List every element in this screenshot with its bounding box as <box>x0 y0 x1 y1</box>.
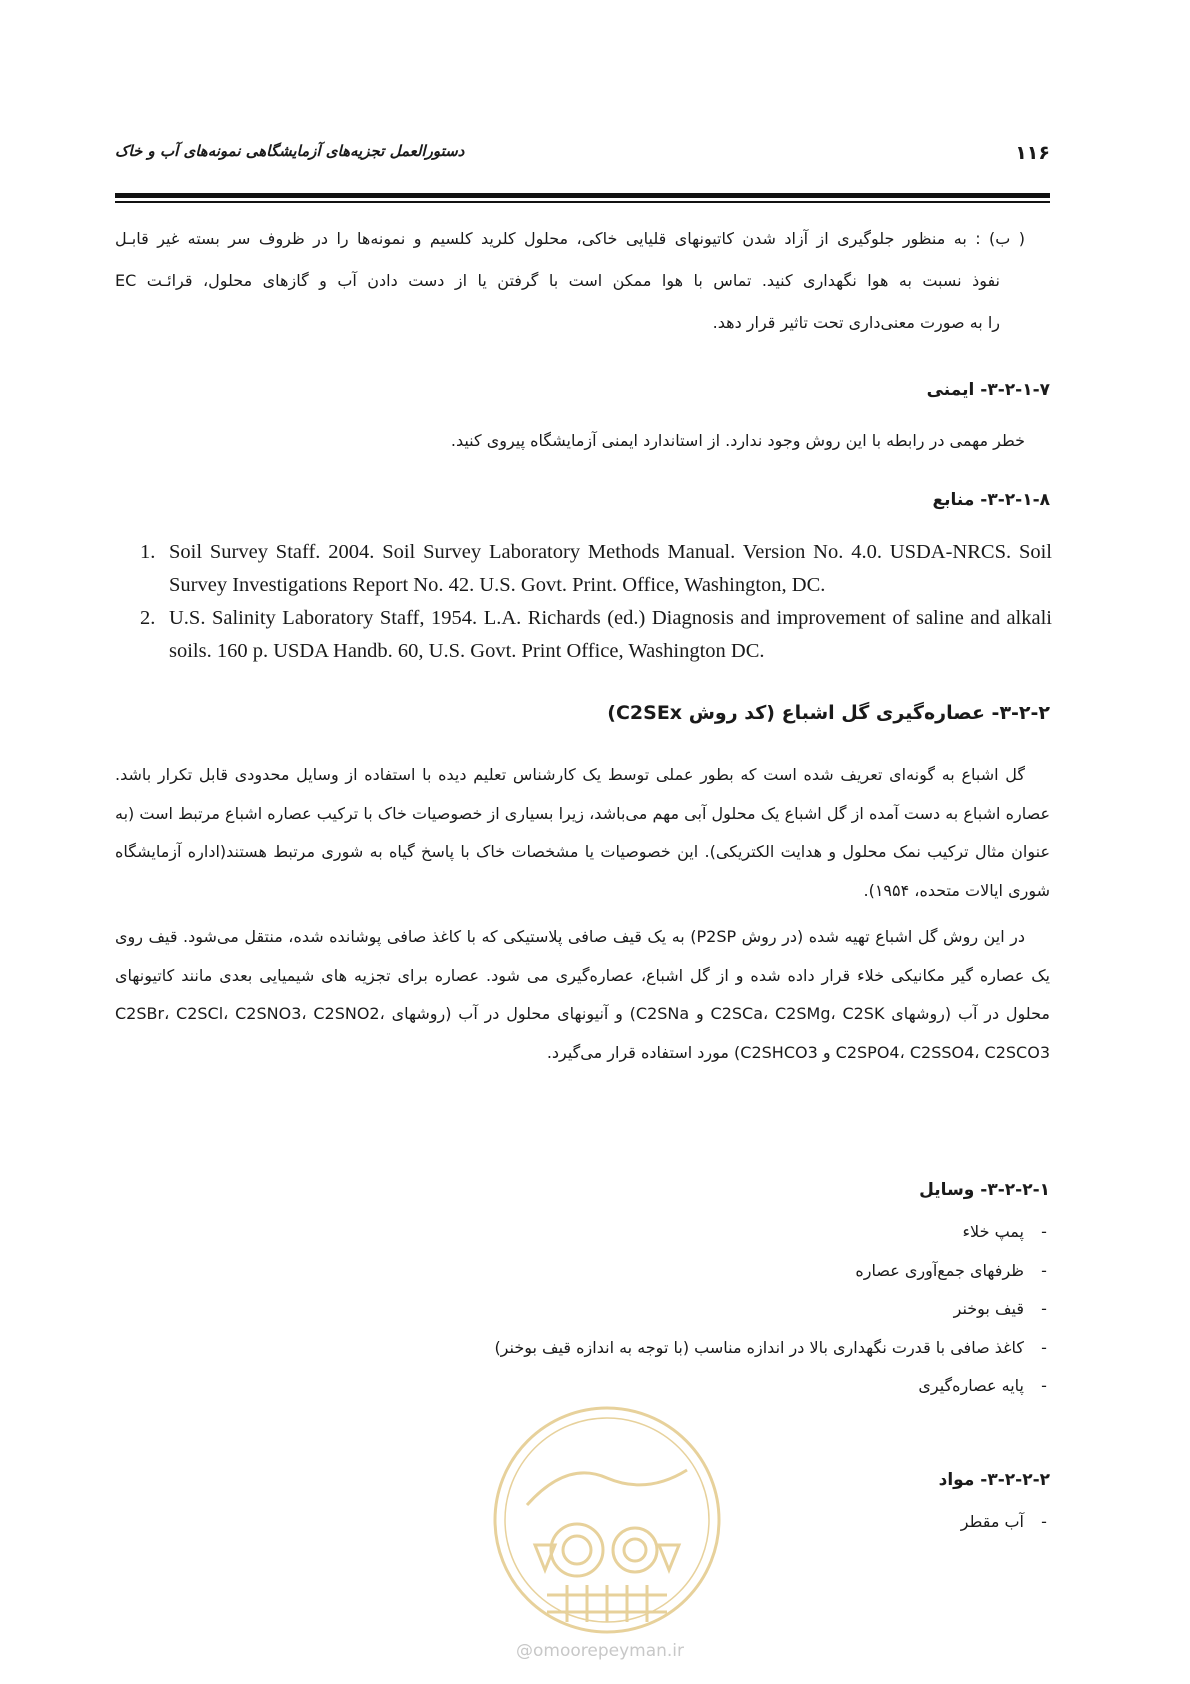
reference-text: U.S. Salinity Laboratory Staff, 1954. L.A. Richards (ed.) Diagnosis and improvement of saline and alkali soils. 160 p. USDA Handb. 60, U.S. Govt. Print Office, Washington DC. <box>169 607 1052 662</box>
list-item <box>961 1512 1050 1551</box>
reference-item <box>140 536 1052 602</box>
watermark-site: @omoorepeyman.ir <box>515 1641 685 1661</box>
header-rule-thick <box>115 193 1050 198</box>
reference-text: Soil Survey Staff. 2004. Soil Survey Laboratory Methods Manual. Version No. 4.0. USDA-NRCS. Soil Survey Investigations Report No. 42. U.S. Govt. Print. Office, Washington, DC. <box>169 541 1052 596</box>
watermark-seal-icon <box>487 1400 727 1640</box>
safety-text: خطر مهمی در رابطه با این روش وجود ندارد. از استاندارد ایمنی آزمایشگاه پیروی کنید. <box>450 431 1025 450</box>
list-dash: - <box>1041 1512 1047 1531</box>
reference-number: 1. <box>140 541 156 563</box>
page-number: ۱۱۶ <box>1015 142 1050 164</box>
section-heading-saturation-extract: ۳-۲-۲- عصاره‌گیری گل اشباع (کد روش C2SEx) <box>607 702 1050 724</box>
list-item <box>494 1299 1050 1338</box>
list-item <box>494 1261 1050 1300</box>
reference-number: 2. <box>140 607 156 629</box>
list-item-text: ظرفهای جمع‌آوری عصاره <box>855 1260 1024 1280</box>
materials-list <box>961 1512 1050 1551</box>
section-heading-equipment: ۳-۲-۲-۱- وسایل <box>919 1180 1050 1200</box>
list-item-text: قیف بوخنر <box>953 1299 1024 1318</box>
list-item <box>494 1338 1050 1377</box>
section-heading-safety: ۳-۲-۱-۷- ایمنی <box>926 380 1050 400</box>
list-dash: - <box>1041 1222 1047 1241</box>
equipment-list <box>494 1222 1050 1415</box>
page-header <box>115 142 1050 178</box>
intro-note-line-1: ( ب) : به منظور جلوگیری از آزاد شدن کاتیونهای قلیایی خاکی، محلول کلرید کلسیم و نمونه‌ها را در ظروف سر بسته غیر قابـل <box>115 229 1025 248</box>
extract-paragraph-1: گل اشباع به گونه‌ای تعریف شده است که بطور عملی توسط یک کارشناس تعلیم دیده با استفاده از وسایل محدودی قابل تکرار باشد. عصاره اشباع به دست آمده از گل اشباع یک محلول آبی مهم می‌باشد، زیرا بسیاری از خصوصیات خاک با ترکیب عصاره اشباع مرتبط است (به عنوان مثال ترکیب نمک محلول و هدایت الکتریکی). این خصوصیات یا مشخصات خاک با پاسخ گیاه به شوری مرتبط هستند(اداره آزمایشگاه شوری ایالات متحده، ۱۹۵۴). <box>115 765 1050 900</box>
list-dash: - <box>1041 1299 1047 1318</box>
list-item <box>494 1222 1050 1261</box>
extract-paragraph-2: در این روش گل اشباع تهیه شده (در روش P2SP) به یک قیف صافی پلاستیکی که با کاغذ صافی پوشانده شده، منتقل می‌شود. قیف روی یک عصاره گیر مکانیکی خلاء قرار داده شده و از گل اشباع، عصاره‌گیری می شود. عصاره برای تجزیه های شیمیایی بعدی مانند کاتیونهای محلول در آب (روشهای C2SCa، C2SMg، C2SK و C2SNa) و آنیونهای محلول در آب (روشهای C2SBr، C2SCl، C2SNO3، C2SNO2، C2SPO4، C2SSO4، C2SCO3 و C2SHCO3) مورد استفاده قرار می‌گیرد. <box>115 927 1050 1062</box>
list-dash: - <box>1041 1376 1047 1395</box>
list-item-text: پمپ خلاء <box>962 1222 1024 1241</box>
list-dash: - <box>1041 1337 1047 1357</box>
intro-note-line-3: را به صورت معنی‌داری تحت تاثیر قرار دهد. <box>712 313 1000 332</box>
section-heading-materials: ۳-۲-۲-۲- مواد <box>938 1470 1050 1490</box>
list-item-text: آب مقطر <box>960 1512 1024 1531</box>
header-rule-thin <box>115 201 1050 203</box>
intro-note-line-2: نفوذ نسبت به هوا نگهداری کنید. تماس با هوا ممکن است با گرفتن یا از دست دادن آب و گازهای محلول، قرائـت EC <box>115 271 1000 290</box>
running-title: دستورالعمل تجزیه‌های آزمایشگاهی نمونه‌های آب و خاک <box>115 142 465 160</box>
reference-list <box>140 536 1052 668</box>
section-heading-references: ۳-۲-۱-۸- منابع <box>932 490 1050 510</box>
list-item-text: پایه عصاره‌گیری <box>918 1376 1024 1395</box>
list-dash: - <box>1041 1260 1047 1280</box>
list-item-text: کاغذ صافی با قدرت نگهداری بالا در اندازه مناسب (با توجه به اندازه قیف بوخنر) <box>494 1337 1024 1357</box>
intro-note <box>115 218 1050 344</box>
reference-item <box>140 602 1052 668</box>
